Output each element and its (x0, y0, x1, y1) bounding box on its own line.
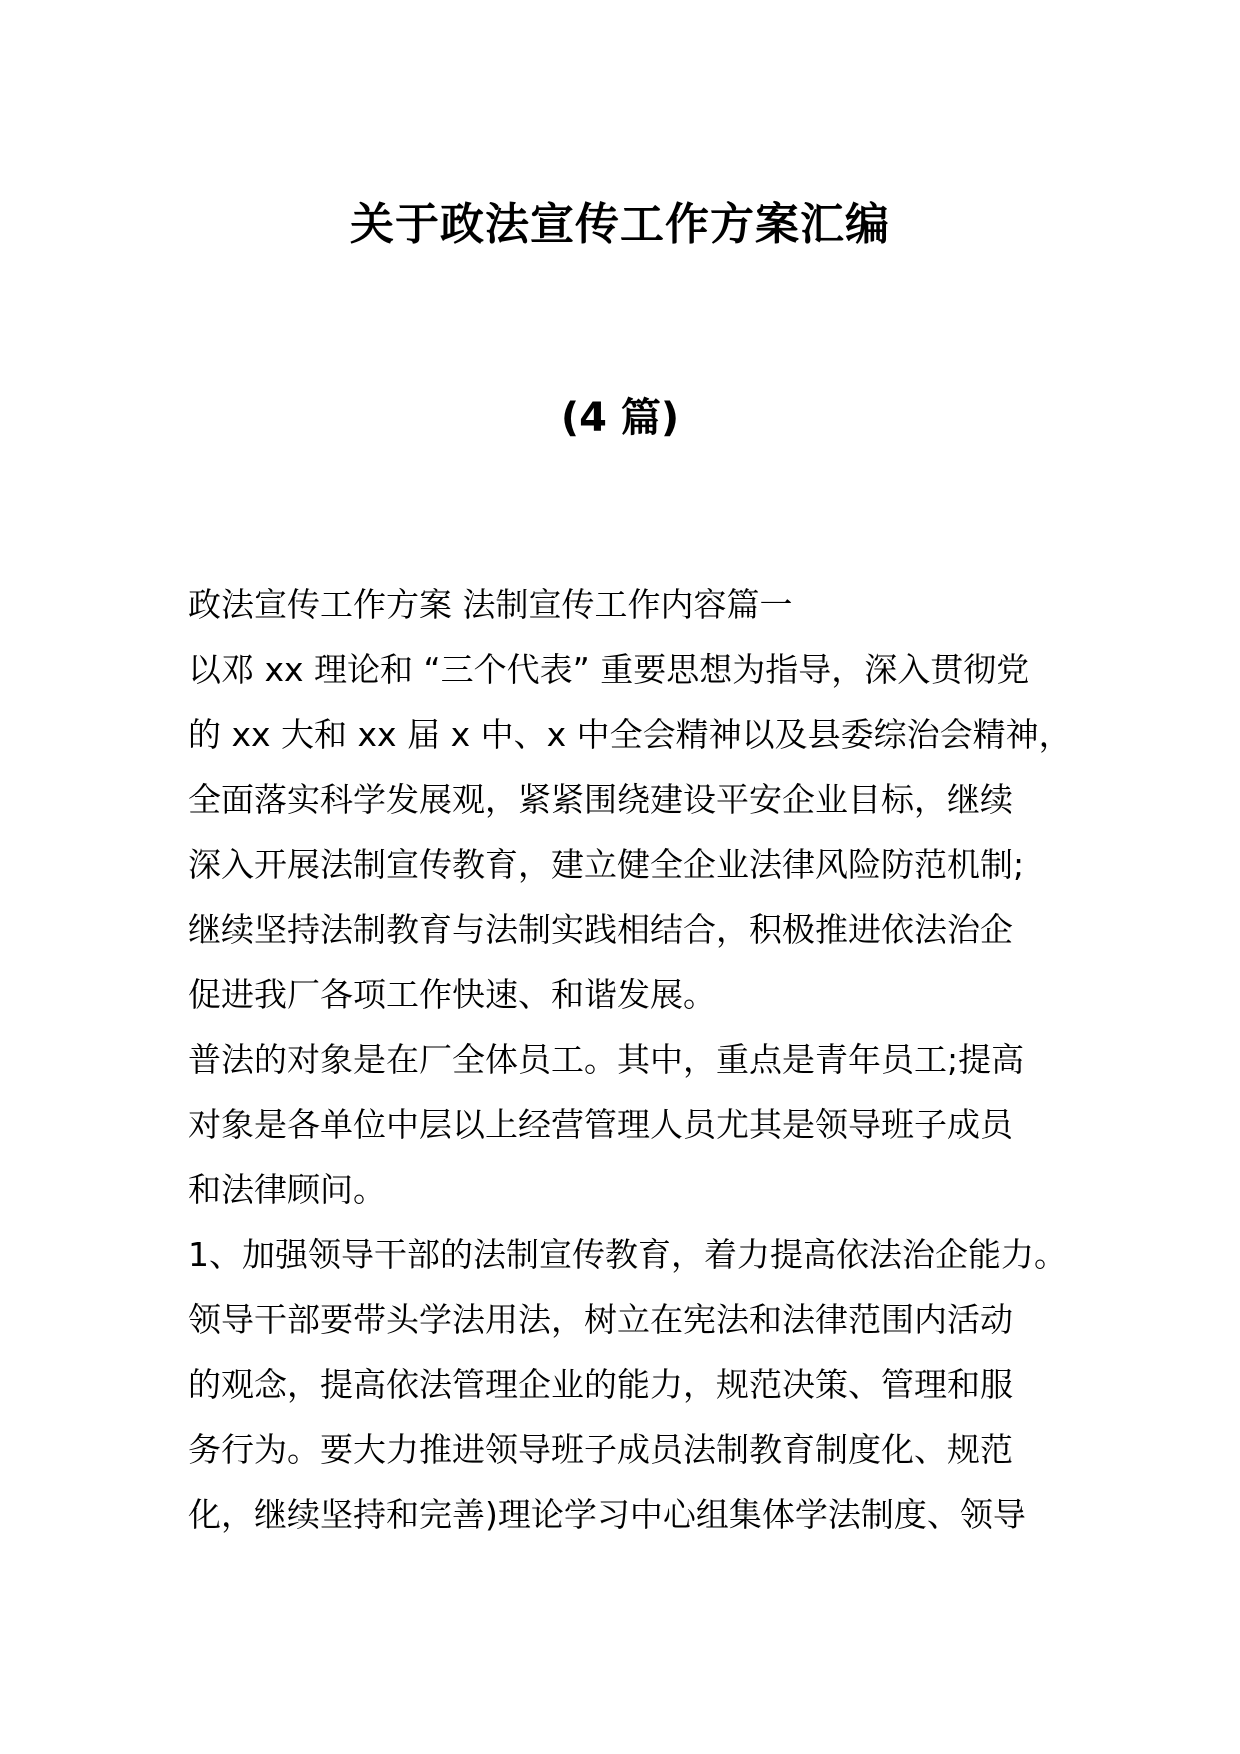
body-line: 的观念，提高依法管理企业的能力，规范决策、管理和服 (188, 1365, 1013, 1404)
body-line: 的 xx 大和 xx 届 x 中、x 中全会精神以及县委综治会精神， (188, 715, 1072, 754)
body-line: 政法宣传工作方案 法制宣传工作内容篇一 (188, 585, 793, 624)
document-title: 关于政法宣传工作方案汇编 (350, 199, 890, 250)
body-line: 促进我厂各项工作快速、和谐发展。 (188, 975, 716, 1014)
document-subtitle: (4 篇) (560, 395, 680, 441)
document-body (188, 572, 1088, 1547)
body-line: 1、加强领导干部的法制宣传教育，着力提高依法治企能力。 (188, 1235, 1067, 1274)
body-line: 领导干部要带头学法用法，树立在宪法和法律范围内活动 (188, 1300, 1013, 1339)
body-line: 务行为。要大力推进领导班子成员法制教育制度化、规范 (188, 1430, 1013, 1469)
body-line: 和法律顾问。 (188, 1170, 386, 1209)
body-line: 以邓 xx 理论和 “三个代表” 重要思想为指导，深入贯彻党 (188, 650, 1030, 689)
body-line: 对象是各单位中层以上经营管理人员尤其是领导班子成员 (188, 1105, 1013, 1144)
body-line: 普法的对象是在厂全体员工。其中，重点是青年员工;提高 (188, 1040, 1025, 1079)
body-line: 继续坚持法制教育与法制实践相结合，积极推进依法治企 (188, 910, 1013, 949)
body-line: 化，继续坚持和完善)理论学习中心组集体学法制度、领导 (188, 1495, 1026, 1534)
body-line: 全面落实科学发展观，紧紧围绕建设平安企业目标，继续 (188, 780, 1013, 819)
body-line: 深入开展法制宣传教育，建立健全企业法律风险防范机制; (188, 845, 1025, 884)
